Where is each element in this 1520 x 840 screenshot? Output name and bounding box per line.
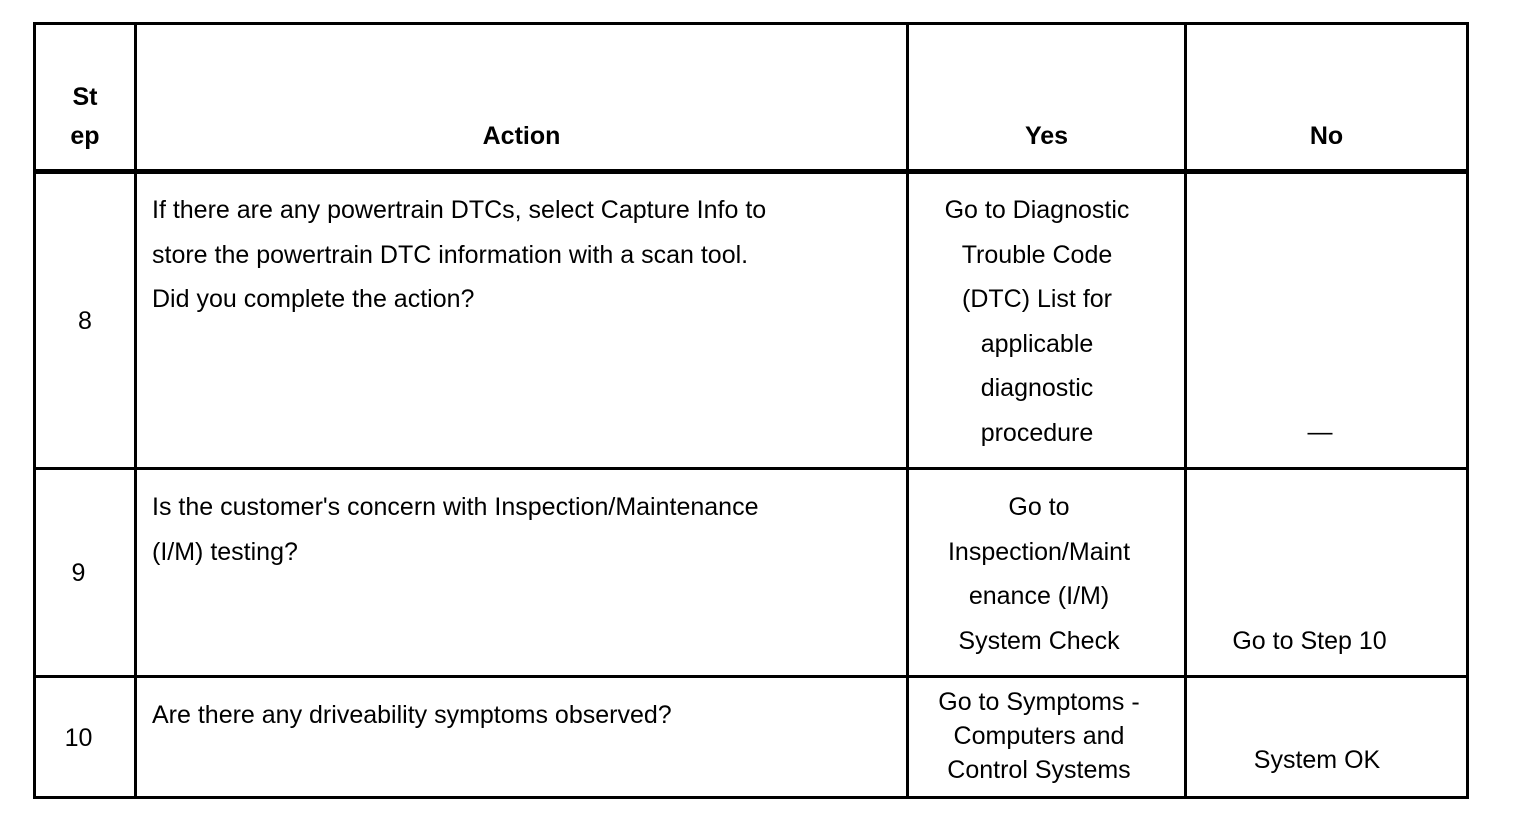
row-8-yes: Go to Diagnostic Trouble Code (DTC) List for applicable diagnostic procedure <box>944 196 1130 447</box>
header-step-line2: ep <box>70 122 100 150</box>
header-step <box>36 78 134 156</box>
table-border-bottom <box>33 796 1469 799</box>
row-10-step: 10 <box>64 724 93 752</box>
header-no: No <box>1309 122 1344 150</box>
row-9-step: 9 <box>71 559 86 587</box>
row-8-action: If there are any powertrain DTCs, select Capture Info to store the powertrain DTC information with a scan tool. Did you complete the action? <box>152 196 767 313</box>
row-divider-9 <box>33 675 1469 678</box>
row-9-action: Is the customer's concern with Inspection/Maintenance (I/M) testing? <box>152 493 759 566</box>
row-10-yes: Go to Symptoms - Computers and Control Systems <box>938 688 1140 784</box>
row-10-action: Are there any driveability symptoms observed? <box>152 701 672 729</box>
header-yes: Yes <box>1024 122 1069 150</box>
header-action: Action <box>482 122 561 150</box>
header-step-line1: St <box>72 83 98 111</box>
diagnostic-step-table <box>33 22 1469 799</box>
table-border-top <box>33 22 1469 25</box>
row-8-no: — <box>1307 418 1333 446</box>
row-9-no: Go to Step 10 <box>1232 627 1387 655</box>
row-9-yes: Go to Inspection/Maint enance (I/M) System Check <box>947 493 1131 655</box>
table-border-right <box>1466 22 1469 799</box>
row-8-step: 8 <box>78 307 92 335</box>
row-10-no: System OK <box>1253 746 1381 774</box>
row-divider-8 <box>33 467 1469 470</box>
header-divider <box>33 169 1469 174</box>
